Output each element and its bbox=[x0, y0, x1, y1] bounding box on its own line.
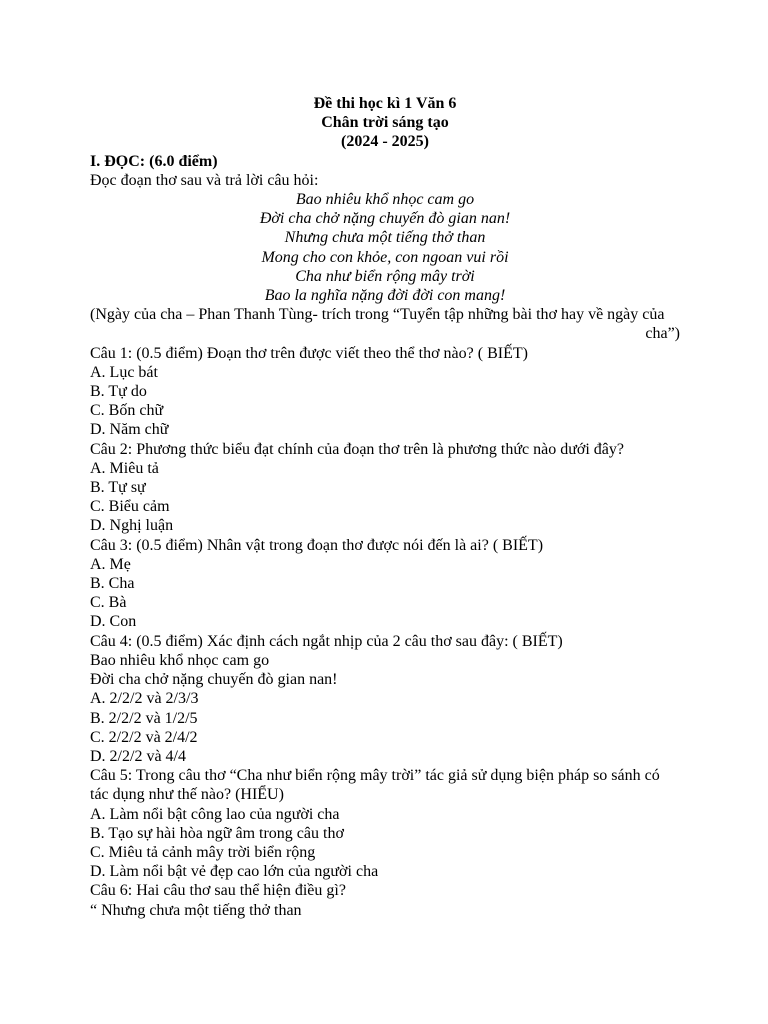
exam-title: Đề thi học kì 1 Văn 6 bbox=[313, 95, 457, 112]
answer-option: B. 2/2/2 và 1/2/5 bbox=[90, 709, 198, 727]
exam-subtitle: Chân trời sáng tạo bbox=[321, 114, 449, 132]
poem-line: Cha như biển rộng mây trời bbox=[295, 267, 475, 285]
question-5 bbox=[90, 766, 680, 881]
instruction-text: Đọc đoạn thơ sau và trả lời câu hỏi: bbox=[90, 171, 319, 189]
question-text: Câu 6: Hai câu thơ sau thể hiện điều gì? bbox=[90, 882, 346, 900]
poem-line: Mong cho con khỏe, con ngoan vui rồi bbox=[261, 248, 509, 266]
answer-option: A. 2/2/2 và 2/3/3 bbox=[90, 690, 199, 708]
answer-option: D. Năm chữ bbox=[90, 421, 169, 439]
exam-year: (2024 - 2025) bbox=[341, 133, 429, 151]
question-text: Câu 5: Trong câu thơ “Cha như biển rộng mây trời” tác giả sử dụng biện pháp so sánh có tác dụng như thế nào? (HIỂU) bbox=[90, 767, 660, 804]
answer-option: C. Bà bbox=[90, 594, 127, 612]
question-text: Câu 3: (0.5 điểm) Nhân vật trong đoạn thơ được nói đến là ai? ( BIẾT) bbox=[90, 536, 544, 554]
poem-line: Bao la nghĩa nặng đời đời con mang! bbox=[264, 287, 506, 305]
quoted-verse: Bao nhiêu khổ nhọc cam go bbox=[90, 651, 270, 669]
answer-option: D. Con bbox=[90, 613, 137, 631]
answer-option: A. Mẹ bbox=[90, 555, 131, 573]
answer-option: B. Tạo sự hài hòa ngữ âm trong câu thơ bbox=[90, 824, 344, 842]
question-text: Câu 4: (0.5 điểm) Xác định cách ngắt nhịp của 2 câu thơ sau đây: ( BIẾT) bbox=[90, 632, 563, 650]
question-2 bbox=[90, 440, 680, 536]
answer-option: C. Biểu cảm bbox=[90, 498, 170, 516]
answer-option: C. Bốn chữ bbox=[90, 402, 164, 420]
poem-line: Nhưng chưa một tiếng thở than bbox=[284, 229, 486, 247]
answer-option: A. Lục bát bbox=[90, 363, 158, 381]
answer-option: D. 2/2/2 và 4/4 bbox=[90, 747, 186, 765]
answer-option: D. Làm nổi bật vẻ đẹp cao lớn của người cha bbox=[90, 863, 379, 881]
poem-line: Đời cha chở nặng chuyến đò gian nan! bbox=[259, 210, 511, 228]
question-3 bbox=[90, 536, 680, 632]
poem-line: Bao nhiêu khổ nhọc cam go bbox=[295, 191, 475, 209]
question-6 bbox=[90, 881, 680, 919]
question-text: Câu 1: (0.5 điểm) Đoạn thơ trên được viết theo thể thơ nào? ( BIẾT) bbox=[90, 344, 528, 362]
answer-option: C. Miêu tả cảnh mây trời biển rộng bbox=[90, 843, 316, 861]
answer-option: B. Tự do bbox=[90, 383, 147, 401]
question-1 bbox=[90, 344, 680, 440]
answer-option: B. Tự sự bbox=[90, 479, 146, 497]
document-content bbox=[90, 94, 680, 920]
answer-option: A. Làm nổi bật công lao của người cha bbox=[90, 805, 340, 823]
question-text: Câu 2: Phương thức biểu đạt chính của đoạn thơ trên là phương thức nào dưới đây? bbox=[90, 440, 624, 458]
poem-source: (Ngày của cha – Phan Thanh Tùng- trích trong “Tuyển tập những bài thơ hay về ngày của bbox=[90, 306, 665, 324]
answer-option: D. Nghị luận bbox=[90, 517, 174, 535]
answer-option: A. Miêu tả bbox=[90, 459, 159, 477]
answer-option: B. Cha bbox=[90, 575, 135, 593]
poem-block bbox=[90, 190, 680, 305]
quoted-verse: “ Nhưng chưa một tiếng thở than bbox=[90, 901, 302, 919]
section-heading: I. ĐỌC: (6.0 điểm) bbox=[90, 152, 218, 170]
poem-source-end: cha”) bbox=[645, 325, 680, 343]
quoted-verse: Đời cha chở nặng chuyến đò gian nan! bbox=[90, 671, 338, 689]
question-4 bbox=[90, 632, 680, 766]
answer-option: C. 2/2/2 và 2/4/2 bbox=[90, 728, 198, 746]
